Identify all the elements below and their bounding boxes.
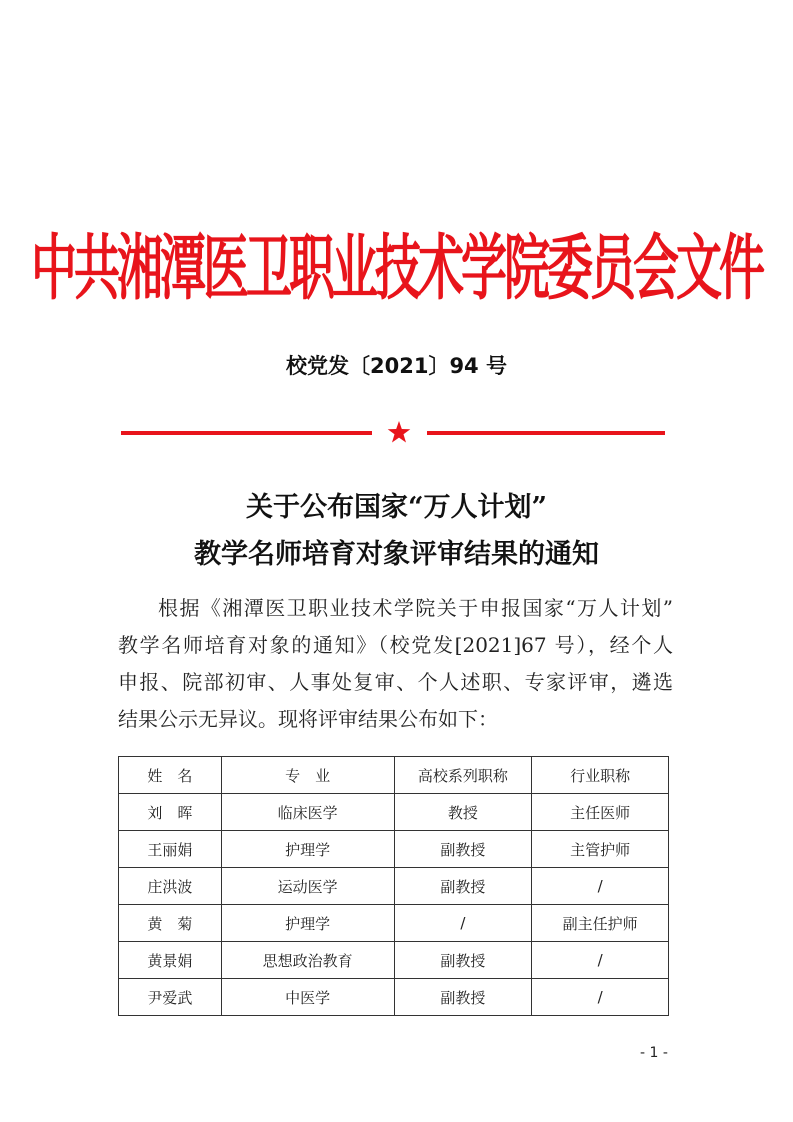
cell-major: 护理学 bbox=[221, 831, 394, 868]
cell-academic-title: 副教授 bbox=[394, 868, 532, 905]
cell-major: 中医学 bbox=[221, 979, 394, 1016]
table-row bbox=[119, 831, 669, 868]
cell-academic-title: 教授 bbox=[394, 794, 532, 831]
cell-name: 王丽娟 bbox=[119, 831, 222, 868]
cell-name: 黄 菊 bbox=[119, 905, 222, 942]
cell-name: 庄洪波 bbox=[119, 868, 222, 905]
page-number: - 1 - bbox=[640, 1045, 668, 1061]
cell-academic-title: / bbox=[394, 905, 532, 942]
notice-body bbox=[118, 590, 673, 738]
cell-major: 运动医学 bbox=[221, 868, 394, 905]
body-line: 申报、院部初审、人事处复审、个人述职、专家评审，遴选 bbox=[118, 670, 673, 694]
cell-name: 尹爱武 bbox=[119, 979, 222, 1016]
table-header-row bbox=[119, 757, 669, 794]
table-row bbox=[119, 868, 669, 905]
cell-major: 思想政治教育 bbox=[221, 942, 394, 979]
cell-industry-title: 主任医师 bbox=[532, 794, 669, 831]
table-row bbox=[119, 794, 669, 831]
body-line: 教学名师培育对象的通知》（校党发[2021]67 号），经个人 bbox=[118, 633, 673, 657]
table-row bbox=[119, 942, 669, 979]
column-header-major: 专 业 bbox=[221, 757, 394, 794]
result-table bbox=[118, 756, 669, 1016]
cell-industry-title: / bbox=[532, 942, 669, 979]
notice-title-line-1: 关于公布国家“万人计划” bbox=[245, 492, 548, 523]
cell-name: 黄景娟 bbox=[119, 942, 222, 979]
document-number: 校党发〔2021〕94 号 bbox=[286, 354, 507, 378]
cell-academic-title: 副教授 bbox=[394, 942, 532, 979]
cell-major: 临床医学 bbox=[221, 794, 394, 831]
column-header-name: 姓 名 bbox=[119, 757, 222, 794]
table-row bbox=[119, 979, 669, 1016]
cell-industry-title: 副主任护师 bbox=[532, 905, 669, 942]
header-divider-right bbox=[427, 431, 665, 435]
star-icon bbox=[387, 420, 411, 444]
cell-academic-title: 副教授 bbox=[394, 831, 532, 868]
body-line: 结果公示无异议。现将评审结果公布如下： bbox=[118, 707, 498, 731]
cell-major: 护理学 bbox=[221, 905, 394, 942]
cell-industry-title: / bbox=[532, 979, 669, 1016]
table-row bbox=[119, 905, 669, 942]
cell-academic-title: 副教授 bbox=[394, 979, 532, 1016]
document-header-title: 中共湘潭医卫职业技术学院委员会文件 bbox=[31, 225, 762, 310]
notice-title-line-2: 教学名师培育对象评审结果的通知 bbox=[194, 539, 599, 570]
cell-name: 刘 晖 bbox=[119, 794, 222, 831]
header-divider-left bbox=[121, 431, 372, 435]
cell-industry-title: 主管护师 bbox=[532, 831, 669, 868]
column-header-industry-title: 行业职称 bbox=[532, 757, 669, 794]
cell-industry-title: / bbox=[532, 868, 669, 905]
column-header-academic-title: 高校系列职称 bbox=[394, 757, 532, 794]
body-line: 根据《湘潭医卫职业技术学院关于申报国家“万人计划” bbox=[158, 596, 673, 620]
